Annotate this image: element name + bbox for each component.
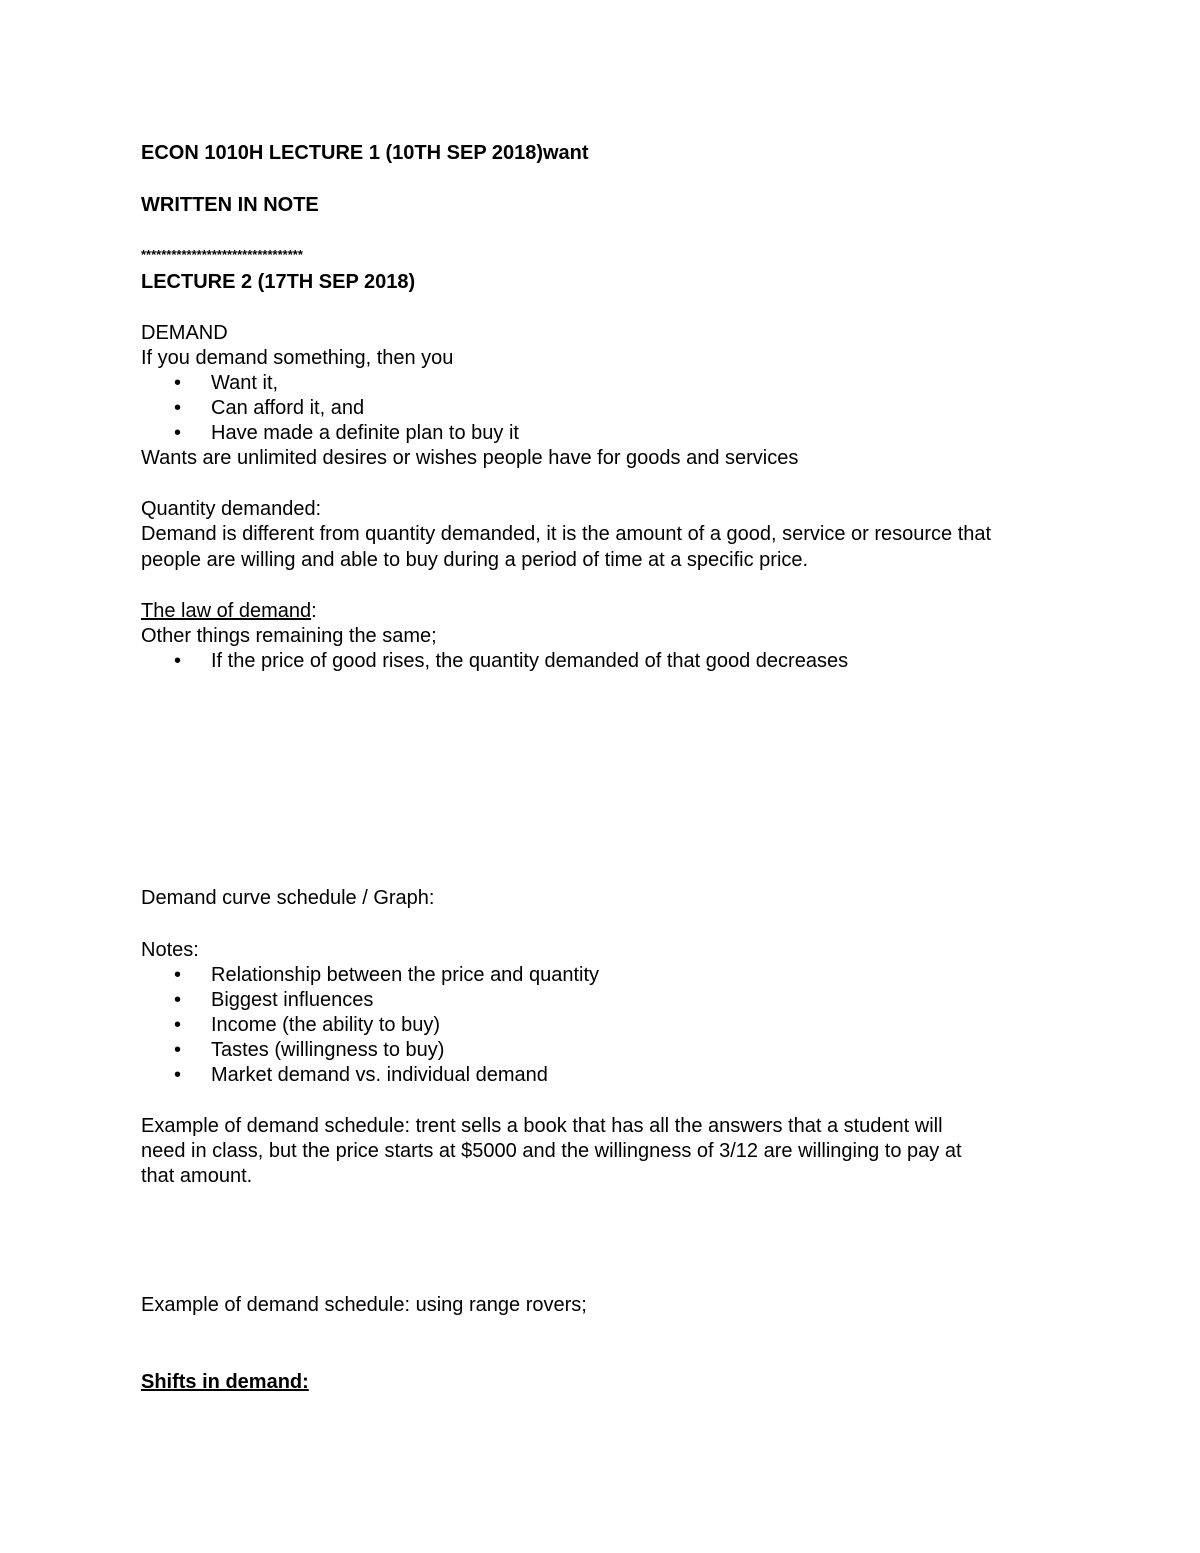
demand-intro: If you demand something, then you [141,347,454,369]
quantity-demanded-text-line1: Demand is different from quantity demanded, it is the amount of a good, service or resource that [141,523,992,545]
bullet-icon: • [174,650,182,672]
list-item: Tastes (willingness to buy) [211,1039,445,1061]
list-item: Biggest influences [211,989,374,1011]
law-of-demand-intro: Other things remaining the same; [141,625,437,647]
example1-line1: Example of demand schedule: trent sells a book that has all the answers that a student will [141,1115,943,1137]
bullet-icon: • [174,1039,182,1061]
separator-stars: ******************************** [141,247,303,262]
demand-curve-title: Demand curve schedule / Graph: [141,887,435,909]
bullet-icon: • [174,989,182,1011]
example1-line3: that amount. [141,1165,253,1187]
example2-line: Example of demand schedule: using range rovers; [141,1294,587,1316]
shifts-in-demand-title: Shifts in demand: [141,1371,309,1393]
lecture2-heading: LECTURE 2 (17TH SEP 2018) [141,271,416,293]
law-of-demand-label: The law of demand [141,600,312,622]
list-item: Want it, [211,372,279,394]
list-item: Relationship between the price and quantity [211,964,600,986]
law-of-demand-title [141,599,317,624]
bullet-icon: • [174,964,182,986]
bullet-icon: • [174,1014,182,1036]
list-item: If the price of good rises, the quantity demanded of that good decreases [211,650,849,672]
law-of-demand-colon: : [311,600,317,622]
written-in-note-heading: WRITTEN IN NOTE [141,194,319,216]
quantity-demanded-title: Quantity demanded: [141,498,322,520]
example1-line2: need in class, but the price starts at $5000 and the willingness of 3/12 are willinging to pay at [141,1140,962,1162]
bullet-icon: • [174,422,182,444]
list-item: Have made a definite plan to buy it [211,422,519,444]
bullet-icon: • [174,372,182,394]
list-item: Can afford it, and [211,397,365,419]
bullet-icon: • [174,397,182,419]
list-item: Market demand vs. individual demand [211,1064,548,1086]
lecture1-heading: ECON 1010H LECTURE 1 (10TH SEP 2018)want [141,142,589,164]
quantity-demanded-text-line2: people are willing and able to buy during a period of time at a specific price. [141,549,809,571]
list-item: Income (the ability to buy) [211,1014,440,1036]
wants-definition: Wants are unlimited desires or wishes people have for goods and services [141,447,799,469]
demand-title: DEMAND [141,322,228,344]
bullet-icon: • [174,1064,182,1086]
notes-title: Notes: [141,939,199,961]
